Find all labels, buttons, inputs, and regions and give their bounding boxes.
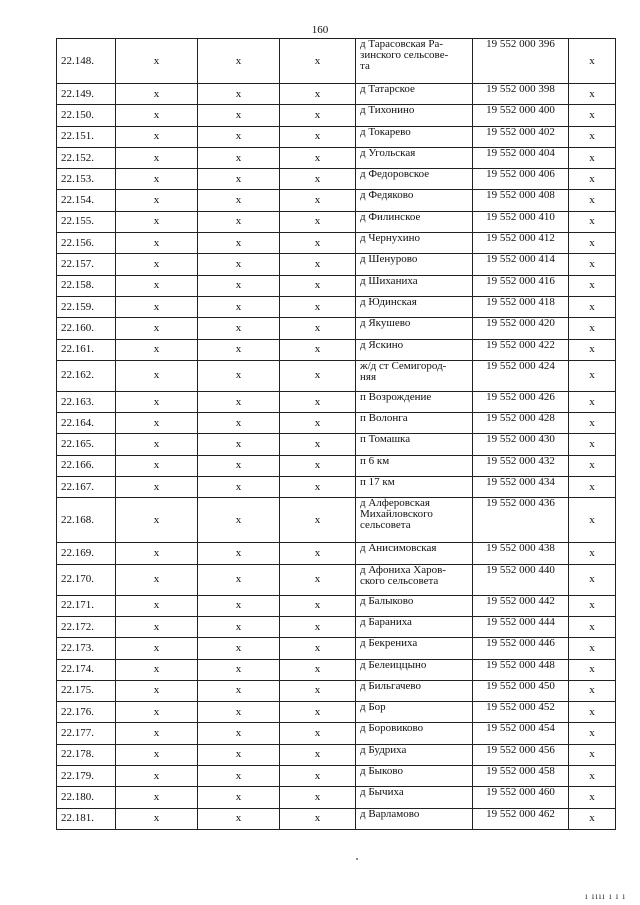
cell-mark-a: x [116,595,198,616]
cell-mark-c: x [280,84,356,105]
cell-mark-d: x [569,595,616,616]
cell-mark-d: x [569,318,616,339]
cell-mark-c: x [280,543,356,564]
settlement-name: д Боровиково [356,723,473,744]
oktmo-code: 19 552 000 452 [473,702,569,723]
cell-mark-c: x [280,659,356,680]
row-number: 22.173. [57,638,116,659]
cell-mark-d: x [569,659,616,680]
cell-mark-c: x [280,211,356,232]
row-number: 22.178. [57,744,116,765]
cell-mark-b: x [198,318,280,339]
table-row [57,105,616,126]
cell-mark-c: x [280,477,356,498]
settlement-name: д Шенурово [356,254,473,275]
cell-mark-a: x [116,339,198,360]
oktmo-code: 19 552 000 440 [473,564,569,595]
settlement-name: д Федяково [356,190,473,211]
row-number: 22.168. [57,498,116,543]
cell-mark-b: x [198,498,280,543]
settlement-name: п Волонга [356,413,473,434]
cell-mark-c: x [280,787,356,808]
cell-mark-b: x [198,339,280,360]
cell-mark-d: x [569,766,616,787]
cell-mark-a: x [116,39,198,84]
settlement-name: п 17 км [356,477,473,498]
cell-mark-c: x [280,233,356,254]
table-row [57,39,616,84]
cell-mark-a: x [116,296,198,317]
table-row [57,275,616,296]
settlement-name: д Федоровское [356,169,473,190]
cell-mark-b: x [198,126,280,147]
oktmo-code: 19 552 000 436 [473,498,569,543]
oktmo-code: 19 552 000 446 [473,638,569,659]
cell-mark-d: x [569,147,616,168]
cell-mark-b: x [198,254,280,275]
oktmo-code: 19 552 000 410 [473,211,569,232]
cell-mark-c: x [280,413,356,434]
oktmo-code: 19 552 000 458 [473,766,569,787]
settlement-name: д Бекрениха [356,638,473,659]
cell-mark-c: x [280,498,356,543]
settlement-name: д Юдинская [356,296,473,317]
cell-mark-a: x [116,147,198,168]
cell-mark-a: x [116,360,198,391]
row-number: 22.164. [57,413,116,434]
table-row [57,254,616,275]
table-row [57,147,616,168]
cell-mark-a: x [116,413,198,434]
cell-mark-a: x [116,84,198,105]
cell-mark-b: x [198,477,280,498]
cell-mark-a: x [116,254,198,275]
settlement-name: д Угольская [356,147,473,168]
cell-mark-d: x [569,638,616,659]
row-number: 22.181. [57,808,116,829]
cell-mark-a: x [116,318,198,339]
table-row [57,766,616,787]
cell-mark-c: x [280,126,356,147]
settlement-name: д Быково [356,766,473,787]
cell-mark-b: x [198,543,280,564]
row-number: 22.167. [57,477,116,498]
oktmo-code: 19 552 000 420 [473,318,569,339]
settlement-name: д Яскино [356,339,473,360]
cell-mark-c: x [280,723,356,744]
cell-mark-a: x [116,808,198,829]
cell-mark-d: x [569,498,616,543]
oktmo-code: 19 552 000 432 [473,455,569,476]
cell-mark-d: x [569,169,616,190]
oktmo-code: 19 552 000 454 [473,723,569,744]
table-row [57,360,616,391]
settlement-name: д Татарское [356,84,473,105]
cell-mark-b: x [198,296,280,317]
oktmo-code: 19 552 000 406 [473,169,569,190]
oktmo-code: 19 552 000 428 [473,413,569,434]
settlement-name: д Анисимовская [356,543,473,564]
cell-mark-c: x [280,808,356,829]
cell-mark-b: x [198,147,280,168]
oktmo-code: 19 552 000 462 [473,808,569,829]
row-number: 22.149. [57,84,116,105]
table-body [57,39,616,830]
settlement-name: д Бараниха [356,616,473,637]
cell-mark-a: x [116,498,198,543]
settlement-name: д Бор [356,702,473,723]
cell-mark-d: x [569,275,616,296]
cell-mark-c: x [280,638,356,659]
row-number: 22.172. [57,616,116,637]
cell-mark-d: x [569,190,616,211]
table-row [57,787,616,808]
cell-mark-b: x [198,723,280,744]
cell-mark-b: x [198,702,280,723]
settlement-name: д Шиханиха [356,275,473,296]
cell-mark-b: x [198,595,280,616]
oktmo-code: 19 552 000 430 [473,434,569,455]
cell-mark-d: x [569,702,616,723]
oktmo-code: 19 552 000 408 [473,190,569,211]
cell-mark-b: x [198,808,280,829]
table-row [57,723,616,744]
row-number: 22.177. [57,723,116,744]
cell-mark-d: x [569,455,616,476]
settlement-name: д Филинское [356,211,473,232]
settlement-name: ж/д ст Семигород- няя [356,360,473,391]
row-number: 22.165. [57,434,116,455]
cell-mark-c: x [280,766,356,787]
registry-table [56,38,616,830]
settlement-name: д Чернухино [356,233,473,254]
cell-mark-b: x [198,659,280,680]
row-number: 22.175. [57,680,116,701]
settlement-name: д Варламово [356,808,473,829]
table-row [57,498,616,543]
cell-mark-a: x [116,455,198,476]
cell-mark-d: x [569,616,616,637]
page-number: 160 [311,24,329,36]
cell-mark-c: x [280,595,356,616]
settlement-name: д Бильгачево [356,680,473,701]
row-number: 22.170. [57,564,116,595]
oktmo-code: 19 552 000 460 [473,787,569,808]
cell-mark-a: x [116,477,198,498]
cell-mark-b: x [198,434,280,455]
cell-mark-d: x [569,680,616,701]
oktmo-code: 19 552 000 426 [473,391,569,412]
settlement-name: д Токарево [356,126,473,147]
table-row [57,318,616,339]
footer-marks: ı ıııı ı ı ı [584,891,626,901]
table-row [57,84,616,105]
cell-mark-d: x [569,723,616,744]
cell-mark-a: x [116,564,198,595]
cell-mark-c: x [280,190,356,211]
cell-mark-d: x [569,413,616,434]
table-row [57,391,616,412]
row-number: 22.180. [57,787,116,808]
table-row [57,808,616,829]
cell-mark-b: x [198,233,280,254]
cell-mark-a: x [116,233,198,254]
oktmo-code: 19 552 000 414 [473,254,569,275]
oktmo-code: 19 552 000 424 [473,360,569,391]
oktmo-code: 19 552 000 444 [473,616,569,637]
oktmo-code: 19 552 000 402 [473,126,569,147]
table-row [57,413,616,434]
row-number: 22.162. [57,360,116,391]
settlement-name: д Белеиццыно [356,659,473,680]
table-row [57,543,616,564]
cell-mark-a: x [116,211,198,232]
cell-mark-b: x [198,39,280,84]
settlement-name: п Томашка [356,434,473,455]
oktmo-code: 19 552 000 442 [473,595,569,616]
cell-mark-c: x [280,147,356,168]
cell-mark-c: x [280,455,356,476]
cell-mark-d: x [569,787,616,808]
cell-mark-a: x [116,702,198,723]
settlement-name: д Якушево [356,318,473,339]
cell-mark-b: x [198,766,280,787]
cell-mark-d: x [569,211,616,232]
cell-mark-a: x [116,126,198,147]
cell-mark-a: x [116,543,198,564]
cell-mark-d: x [569,391,616,412]
oktmo-code: 19 552 000 396 [473,39,569,84]
table-row [57,659,616,680]
table-row [57,233,616,254]
cell-mark-c: x [280,318,356,339]
cell-mark-c: x [280,744,356,765]
cell-mark-d: x [569,543,616,564]
oktmo-code: 19 552 000 448 [473,659,569,680]
row-number: 22.161. [57,339,116,360]
settlement-name: д Тарасовская Ра- зинского сельсове- та [356,39,473,84]
cell-mark-c: x [280,254,356,275]
cell-mark-b: x [198,638,280,659]
table-row [57,455,616,476]
table-row [57,477,616,498]
row-number: 22.154. [57,190,116,211]
cell-mark-b: x [198,275,280,296]
cell-mark-a: x [116,680,198,701]
cell-mark-a: x [116,275,198,296]
row-number: 22.158. [57,275,116,296]
table-row [57,680,616,701]
oktmo-code: 19 552 000 434 [473,477,569,498]
cell-mark-a: x [116,616,198,637]
cell-mark-d: x [569,296,616,317]
cell-mark-d: x [569,477,616,498]
settlement-name: п 6 км [356,455,473,476]
settlement-name: д Тихонино [356,105,473,126]
table-row [57,702,616,723]
cell-mark-c: x [280,391,356,412]
oktmo-code: 19 552 000 418 [473,296,569,317]
table-row [57,638,616,659]
cell-mark-c: x [280,616,356,637]
oktmo-code: 19 552 000 404 [473,147,569,168]
row-number: 22.176. [57,702,116,723]
cell-mark-d: x [569,105,616,126]
cell-mark-c: x [280,360,356,391]
table-row [57,296,616,317]
cell-mark-a: x [116,638,198,659]
cell-mark-b: x [198,413,280,434]
cell-mark-a: x [116,105,198,126]
oktmo-code: 19 552 000 456 [473,744,569,765]
table-row [57,190,616,211]
row-number: 22.174. [57,659,116,680]
oktmo-code: 19 552 000 398 [473,84,569,105]
row-number: 22.155. [57,211,116,232]
cell-mark-d: x [569,84,616,105]
cell-mark-b: x [198,455,280,476]
cell-mark-d: x [569,339,616,360]
settlement-name: п Возрождение [356,391,473,412]
row-number: 22.148. [57,39,116,84]
table-row [57,616,616,637]
row-number: 22.171. [57,595,116,616]
row-number: 22.150. [57,105,116,126]
cell-mark-b: x [198,360,280,391]
row-number: 22.163. [57,391,116,412]
cell-mark-b: x [198,105,280,126]
cell-mark-a: x [116,190,198,211]
row-number: 22.156. [57,233,116,254]
cell-mark-d: x [569,564,616,595]
cell-mark-a: x [116,787,198,808]
cell-mark-c: x [280,680,356,701]
cell-mark-d: x [569,254,616,275]
row-number: 22.157. [57,254,116,275]
oktmo-code: 19 552 000 422 [473,339,569,360]
cell-mark-c: x [280,296,356,317]
cell-mark-a: x [116,391,198,412]
cell-mark-d: x [569,360,616,391]
row-number: 22.169. [57,543,116,564]
oktmo-code: 19 552 000 416 [473,275,569,296]
table-row [57,564,616,595]
row-number: 22.152. [57,147,116,168]
settlement-name: д Бычиха [356,787,473,808]
scan-dot [356,858,358,860]
cell-mark-d: x [569,126,616,147]
cell-mark-a: x [116,169,198,190]
cell-mark-a: x [116,744,198,765]
cell-mark-b: x [198,680,280,701]
table-row [57,339,616,360]
cell-mark-b: x [198,391,280,412]
cell-mark-b: x [198,787,280,808]
table-row [57,126,616,147]
row-number: 22.153. [57,169,116,190]
cell-mark-b: x [198,211,280,232]
cell-mark-b: x [198,190,280,211]
table-row [57,434,616,455]
settlement-name: д Алферовская Михайловского сельсовета [356,498,473,543]
cell-mark-d: x [569,744,616,765]
cell-mark-a: x [116,659,198,680]
settlement-name: д Афониха Харов- ского сельсовета [356,564,473,595]
table-row [57,595,616,616]
cell-mark-d: x [569,808,616,829]
cell-mark-b: x [198,84,280,105]
cell-mark-a: x [116,723,198,744]
table-row [57,169,616,190]
table-row [57,744,616,765]
oktmo-code: 19 552 000 438 [473,543,569,564]
cell-mark-c: x [280,702,356,723]
oktmo-code: 19 552 000 412 [473,233,569,254]
settlement-name: д Балыково [356,595,473,616]
cell-mark-b: x [198,564,280,595]
row-number: 22.166. [57,455,116,476]
row-number: 22.159. [57,296,116,317]
cell-mark-c: x [280,564,356,595]
cell-mark-c: x [280,39,356,84]
cell-mark-b: x [198,616,280,637]
table-row [57,211,616,232]
oktmo-code: 19 552 000 450 [473,680,569,701]
row-number: 22.151. [57,126,116,147]
cell-mark-c: x [280,434,356,455]
cell-mark-c: x [280,105,356,126]
cell-mark-d: x [569,39,616,84]
oktmo-code: 19 552 000 400 [473,105,569,126]
row-number: 22.179. [57,766,116,787]
row-number: 22.160. [57,318,116,339]
cell-mark-c: x [280,275,356,296]
cell-mark-c: x [280,169,356,190]
cell-mark-c: x [280,339,356,360]
cell-mark-d: x [569,434,616,455]
cell-mark-a: x [116,434,198,455]
cell-mark-a: x [116,766,198,787]
cell-mark-d: x [569,233,616,254]
cell-mark-b: x [198,744,280,765]
settlement-name: д Будриха [356,744,473,765]
cell-mark-b: x [198,169,280,190]
